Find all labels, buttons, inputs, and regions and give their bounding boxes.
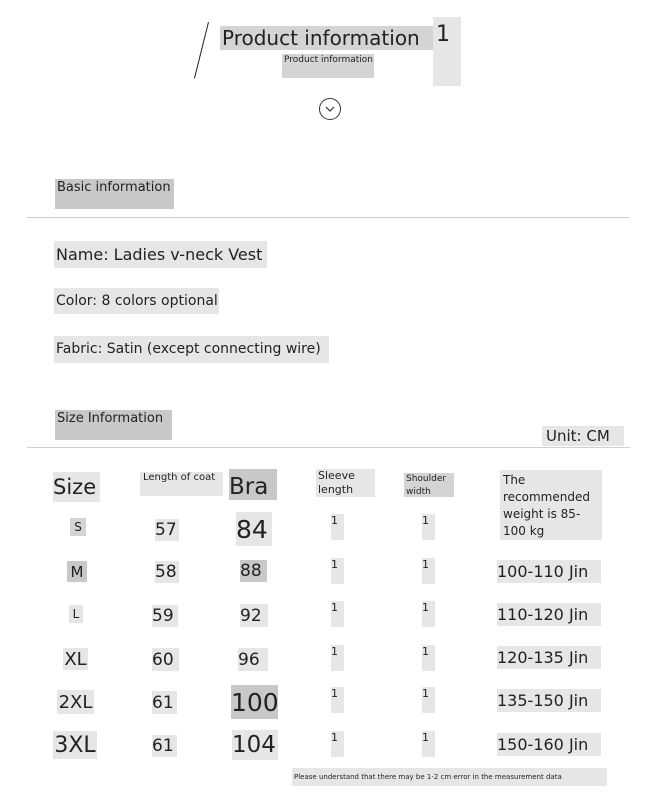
expand-button[interactable] (319, 98, 341, 120)
measurement-footnote: Please understand that there may be 1-2 cm error in the measurement data (292, 768, 607, 786)
header-sleeve: Sleeve length (316, 469, 375, 497)
cell-shoulder: 1 (422, 687, 435, 713)
cell-weight: 110-120 Jin (497, 603, 601, 626)
cell-length: 59 (152, 605, 178, 627)
cell-length: 61 (152, 691, 177, 714)
chevron-down-icon (325, 105, 335, 113)
cell-bra: 104 (232, 730, 278, 760)
cell-bra: 92 (240, 604, 268, 627)
product-fabric: Fabric: Satin (except connecting wire) (54, 336, 329, 363)
title-badge: 1 (433, 17, 461, 86)
cell-length: 57 (155, 519, 179, 541)
cell-size: 3XL (54, 732, 96, 758)
cell-length: 60 (152, 648, 179, 671)
product-name: Name: Ladies v-neck Vest (54, 241, 267, 268)
header-bra: Bra (229, 469, 277, 500)
header-length: Length of coat (140, 472, 223, 496)
cell-size: XL (64, 648, 87, 670)
basic-info-heading: Basic information (55, 179, 174, 209)
cell-sleeve: 1 (331, 558, 344, 584)
cell-sleeve: 1 (331, 687, 344, 713)
cell-shoulder: 1 (422, 645, 435, 671)
cell-length: 58 (155, 561, 179, 583)
cell-size: M (67, 561, 87, 582)
cell-shoulder: 1 (422, 601, 435, 627)
title-slash-divider (194, 22, 209, 79)
cell-sleeve: 1 (331, 731, 344, 757)
cell-shoulder: 1 (422, 558, 435, 584)
cell-weight: 100-110 Jin (497, 560, 601, 583)
header-shoulder: Shoulder width (404, 473, 454, 497)
page-subtitle: Product information (282, 54, 374, 78)
header-size: Size (53, 472, 100, 502)
cell-weight: 120-135 Jin (497, 646, 601, 669)
cell-size: S (70, 518, 86, 536)
unit-label: Unit: CM (542, 426, 624, 446)
cell-weight: 135-150 Jin (497, 689, 601, 712)
cell-weight: 150-160 Jin (497, 733, 601, 756)
size-info-heading: Size Information (55, 410, 172, 440)
cell-bra: 84 (236, 512, 272, 546)
cell-size: L (69, 605, 83, 623)
cell-sleeve: 1 (331, 514, 344, 540)
page-title: Product information (220, 26, 435, 50)
cell-sleeve: 1 (331, 645, 344, 671)
product-color: Color: 8 colors optional (54, 288, 219, 314)
cell-shoulder: 1 (422, 514, 435, 540)
cell-size: 2XL (58, 691, 93, 713)
header-weight: The recommended weight is 85-100 kg (500, 470, 602, 540)
cell-bra: 88 (240, 560, 267, 582)
cell-sleeve: 1 (331, 601, 344, 627)
basic-divider (27, 217, 630, 218)
cell-length: 61 (152, 735, 177, 757)
cell-bra: 96 (238, 648, 268, 671)
cell-bra: 100 (231, 685, 278, 719)
cell-shoulder: 1 (422, 731, 435, 757)
size-divider (27, 447, 630, 448)
